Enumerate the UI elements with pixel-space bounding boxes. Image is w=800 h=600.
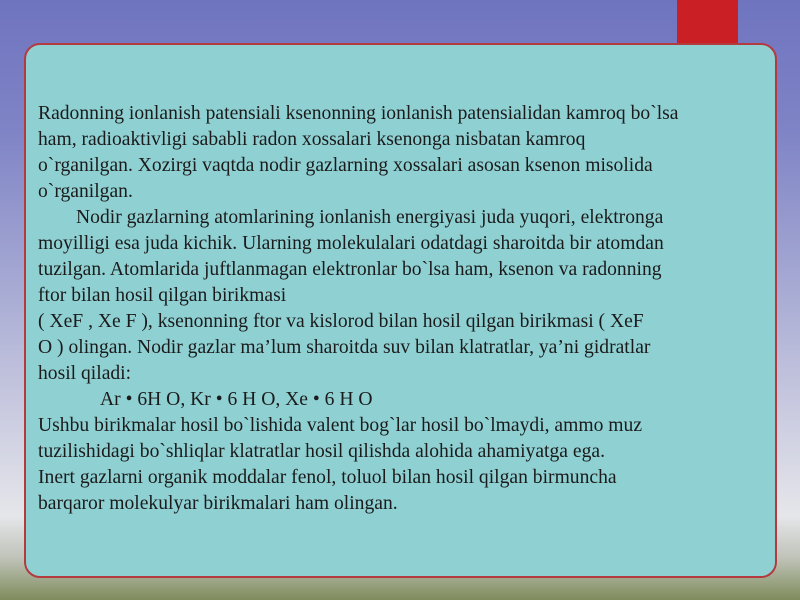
text-line: tuzilishidagi bo`shliqlar klatratlar hosil qilishda alohida ahamiyatga ega.: [38, 441, 605, 462]
text-line: Inert gazlarni organik moddalar fenol, toluol bilan hosil qilgan birmuncha: [38, 467, 617, 488]
text-line: barqaror molekulyar birikmalari ham olingan.: [38, 493, 398, 514]
text-line: ham, radioaktivligi sababli radon xossalari ksenonga nisbatan kamroq: [38, 129, 586, 150]
text-line: moyilligi esa juda kichik. Ularning molekulalari odatdagi sharoitda bir atomdan: [38, 233, 664, 254]
text-line: O ) olingan. Nodir gazlar ma’lum sharoitda suv bilan klatratlar, ya’ni gidratlar: [38, 337, 651, 358]
text-line: ( XeF , Xe F ), ksenonning ftor va kislorod bilan hosil qilgan birikmasi ( XeF: [38, 311, 644, 332]
text-line: ftor bilan hosil qilgan birikmasi: [38, 285, 287, 306]
red-accent-tab: [677, 0, 738, 46]
text-line: tuzilgan. Atomlarida juftlanmagan elektronlar bo`lsa ham, ksenon va radonning: [38, 259, 662, 280]
text-line: Radonning ionlanish patensiali ksenonning ionlanish patensialidan kamroq bo`lsa: [38, 103, 679, 124]
formula-line: Ar • 6H O, Kr • 6 H O, Xe • 6 H O: [100, 389, 373, 410]
text-line: o`rganilgan. Xozirgi vaqtda nodir gazlarning xossalari asosan ksenon misolida: [38, 155, 653, 176]
body-text: [38, 101, 771, 517]
text-line: hosil qiladi:: [38, 363, 132, 384]
text-line: o`rganilgan.: [38, 181, 133, 202]
text-line: Ushbu birikmalar hosil bo`lishida valent bog`lar hosil bo`lmaydi, ammo muz: [38, 415, 643, 436]
text-line: Nodir gazlarning atomlarining ionlanish energiyasi juda yuqori, elektronga: [76, 207, 664, 228]
